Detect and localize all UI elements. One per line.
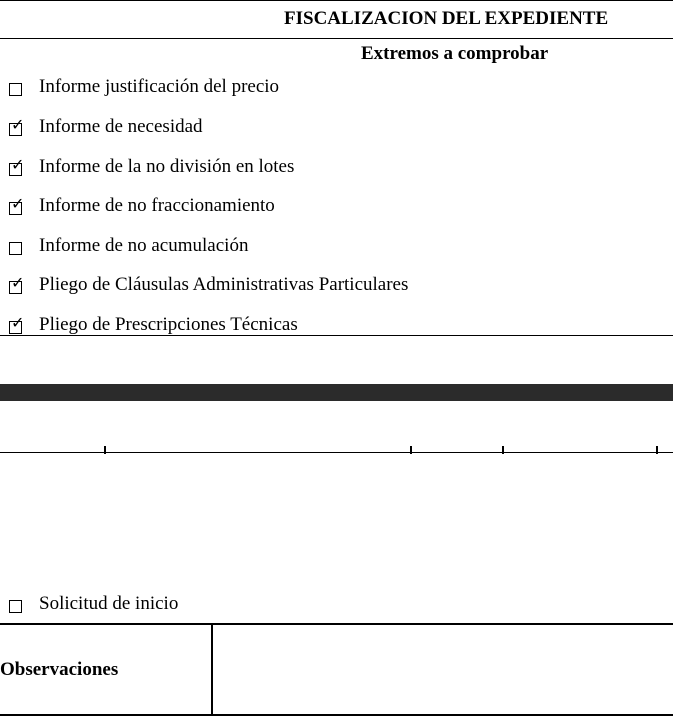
- checkbox[interactable]: [9, 312, 25, 334]
- checklist-item-label: Solicitud de inicio: [39, 593, 179, 614]
- section-subtitle: Extremos a comprobar: [361, 43, 549, 64]
- form-title: FISCALIZACION DEL EXPEDIENTE: [284, 8, 609, 29]
- checkbox[interactable]: [9, 242, 22, 255]
- checklist-item-justificacion-precio[interactable]: [9, 75, 279, 99]
- checkbox[interactable]: [9, 272, 25, 294]
- checkbox[interactable]: [9, 114, 25, 136]
- column-tick: [656, 446, 658, 454]
- observations-bottom-border: [0, 714, 673, 716]
- checklist-item-no-acumulacion[interactable]: [9, 234, 248, 258]
- checklist-item-label: Informe de no fraccionamiento: [39, 195, 275, 216]
- column-tick: [104, 446, 106, 454]
- checkmark-icon: ✓: [11, 114, 25, 134]
- top-border: [0, 0, 673, 1]
- checkmark-icon: ✓: [11, 312, 25, 332]
- checklist-item-label: Informe de necesidad: [39, 116, 203, 137]
- checklist-item-necesidad[interactable]: [9, 115, 203, 139]
- checklist-item-pliego-clausulas[interactable]: [9, 273, 408, 297]
- checklist-divider: [0, 335, 673, 336]
- checklist-item-label: Informe de no acumulación: [39, 235, 249, 256]
- column-tick: [502, 446, 504, 454]
- observations-label: Observaciones: [0, 659, 119, 680]
- checkbox[interactable]: [9, 193, 25, 215]
- checklist-item-pliego-prescripciones[interactable]: [9, 313, 298, 337]
- checklist-item-no-division-lotes[interactable]: [9, 155, 294, 179]
- checklist-item-solicitud-inicio[interactable]: [9, 592, 178, 616]
- column-tick: [410, 446, 412, 454]
- title-divider: [0, 38, 673, 39]
- checklist-item-label: Pliego de Cláusulas Administrativas Particulares: [39, 274, 409, 295]
- observations-cell-divider: [211, 624, 213, 716]
- checkmark-icon: ✓: [11, 272, 25, 292]
- checklist-item-label: Informe de la no división en lotes: [39, 156, 295, 177]
- checkbox[interactable]: [9, 83, 22, 96]
- checkbox[interactable]: [9, 154, 25, 176]
- checkbox[interactable]: [9, 600, 22, 613]
- checkmark-icon: ✓: [11, 154, 25, 174]
- checklist-item-no-fraccionamiento[interactable]: [9, 194, 275, 218]
- checklist-item-label: Informe justificación del precio: [39, 76, 280, 97]
- observations-field[interactable]: [214, 625, 673, 714]
- table-row-line: [0, 452, 673, 453]
- section-separator-bar: [0, 384, 673, 401]
- checkmark-icon: ✓: [11, 193, 25, 213]
- checklist-item-label: Pliego de Prescripciones Técnicas: [39, 314, 298, 335]
